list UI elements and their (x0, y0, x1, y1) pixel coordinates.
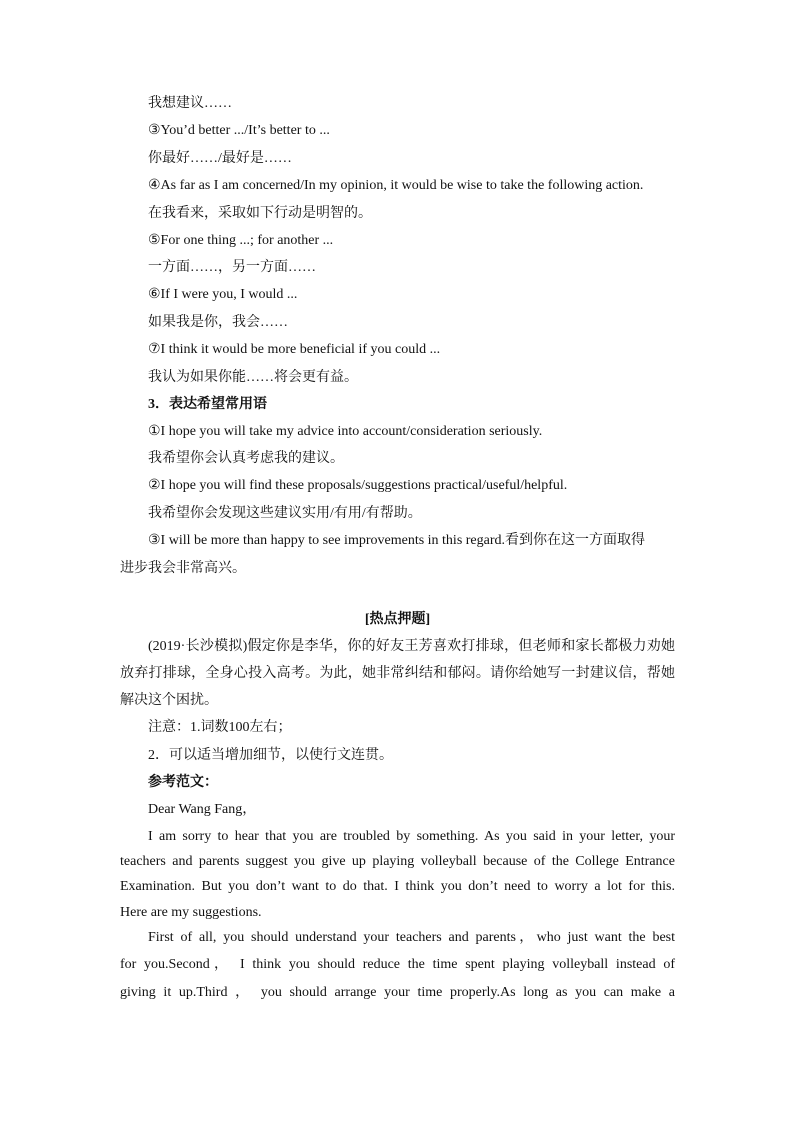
note-line: 注意：1.词数100左右； (148, 720, 292, 735)
note-line: 2．可以适当增加细节，以使行文连贯。 (148, 748, 393, 763)
text-line: ⑦I think it would be more beneficial if you could ... (148, 342, 441, 357)
text-line: 如果我是你，我会…… (148, 315, 288, 330)
essay-line: First of all, you should understand your teachers and parents，who just want the best (148, 930, 675, 945)
text-line: 一方面……，另一方面…… (148, 260, 316, 275)
letter-greeting: Dear Wang Fang， (148, 802, 257, 817)
paragraph-line: 解决这个困扰。 (120, 693, 218, 708)
text-line: 你最好……/最好是…… (148, 151, 292, 166)
reference-label: 参考范文： (148, 775, 218, 790)
essay-line: Examination. But you don’t want to do that. I think you don’t need to worry a lot for this. (120, 879, 675, 894)
essay-line: for you.Second， I think you should reduce the time spent playing volleyball instead of (120, 957, 675, 972)
text-line: 进步我会非常高兴。 (120, 561, 246, 576)
text-line: ③You’d better .../It’s better to ... (148, 123, 330, 138)
paragraph-line: (2019·长沙模拟)假定你是李华，你的好友王芳喜欢打排球，但老师和家长都极力劝她 (148, 639, 675, 654)
text-line: 我认为如果你能……将会更有益。 (148, 370, 358, 385)
text-line: 在我看来，采取如下行动是明智的。 (148, 206, 372, 221)
text-line: ④As far as I am concerned/In my opinion, it would be wise to take the following action. (148, 178, 644, 193)
text-line: 我想建议…… (148, 96, 232, 111)
essay-line: giving it up.Third ， you should arrange your time properly.As long as you can make a (120, 985, 675, 1000)
section-heading: 3．表达希望常用语 (148, 397, 267, 412)
essay-line: Here are my suggestions. (120, 905, 262, 920)
essay-line: teachers and parents suggest you give up playing volleyball because of the College Entrance (120, 854, 675, 869)
text-line: ①I hope you will take my advice into account/consideration seriously. (148, 424, 543, 439)
text-line: 我希望你会认真考虑我的建议。 (148, 451, 344, 466)
paragraph-line: 放弃打排球，全身心投入高考。为此，她非常纠结和郁闷。请你给她写一封建议信，帮她 (120, 666, 675, 681)
section-heading: [热点押题] (364, 612, 431, 627)
text-line: ⑤For one thing ...; for another ... (148, 233, 334, 248)
text-line: 我希望你会发现这些建议实用/有用/有帮助。 (148, 506, 422, 521)
text-line: ②I hope you will find these proposals/suggestions practical/useful/helpful. (148, 478, 568, 493)
text-line: ⑥If I were you, I would ... (148, 287, 298, 302)
text-line: ③I will be more than happy to see improvements in this regard.看到你在这一方面取得 (148, 533, 646, 548)
essay-line: I am sorry to hear that you are troubled by something. As you said in your letter, your (148, 829, 675, 844)
